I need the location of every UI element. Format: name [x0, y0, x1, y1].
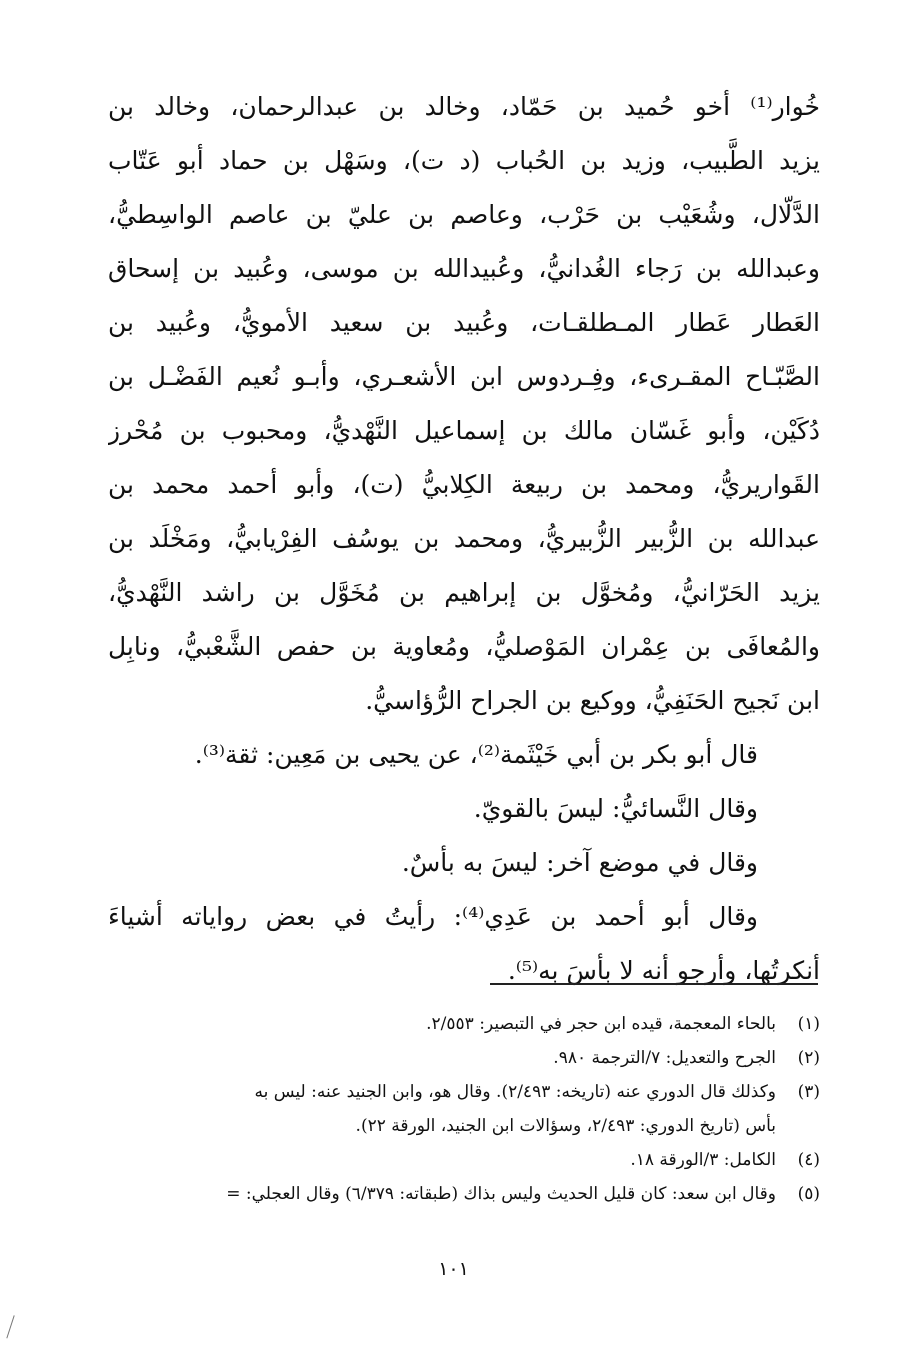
main-text — [108, 80, 820, 998]
text-line: دُكَيْن، وأبو غَسّان مالك بن إسماعيل النَّهْديُّ، ومحبوب بن مُحْرز — [108, 416, 820, 445]
text-line: ابن نَجيح الحَنَفِيُّ، ووكيع بن الجراح الرُّؤاسيُّ. — [365, 686, 820, 715]
footnote-number — [776, 1109, 820, 1143]
footnote — [108, 1041, 820, 1075]
footnote-text: الكامل: ٣/الورقة ١٨. — [630, 1150, 776, 1170]
footnote — [108, 1177, 820, 1211]
text-line: وعبدالله بن رَجاء الغُدانيُّ، وعُبيدالله بن موسى، وعُبيد بن إسحاق — [108, 254, 820, 283]
footnote-number: (١) — [797, 1014, 820, 1034]
text-line: وقال النَّسائيُّ: ليسَ بالقويّ. — [473, 794, 758, 823]
footnote — [108, 1007, 820, 1041]
footnote — [108, 1075, 820, 1109]
text-line: خُوار⁽¹⁾ أخو حُميد بن حَمّاد، وخالد بن عبدالرحمان، وخالد بن — [108, 92, 820, 121]
text-line: العَطار عَطار المـطلقـات، وعُبيد بن سعيد الأمويُّ، وعُبيد بن — [108, 308, 820, 337]
scan-edge-mark — [6, 1315, 15, 1338]
footnote-number: (٥) — [797, 1184, 820, 1204]
footnotes — [108, 1007, 820, 1211]
footnote — [108, 1143, 820, 1177]
text-line: الصَّبّـاح المقـرىء، وفِـردوس ابن الأشعـري، وأبـو نُعيم الفَضْـل بن — [108, 362, 820, 391]
footnote-text: وكذلك قال الدوري عنه (تاريخه: ٢/٤٩٣). وقال هو، وابن الجنيد عنه: ليس به — [254, 1082, 776, 1102]
text-line: عبدالله بن الزُّبير الزُّبيريُّ، ومحمد بن يوسُف الفِرْيابيُّ، ومَخْلَد بن — [108, 524, 820, 553]
text-line: والمُعافَى بن عِمْران المَوْصليُّ، ومُعاوية بن حفص الشَّعْبيُّ، ونابِل — [108, 632, 820, 661]
text-line: يزيد الطَّبيب، وزيد بن الحُباب (د ت)، وسَهْل بن حماد أبو عَتّاب — [108, 146, 820, 175]
text-line: أنكرتُها، وأرجو أنه لا بأسَ به⁽⁵⁾. — [507, 956, 820, 985]
text-line: قال أبو بكر بن أبي خَيْثَمة⁽²⁾، عن يحيى بن مَعِين: ثقة⁽³⁾. — [194, 740, 758, 769]
footnote-continuation — [108, 1109, 820, 1143]
text-line: الدَّلّال، وشُعَيْب بن حَرْب، وعاصم بن عليّ بن عاصم الواسِطيُّ، — [108, 200, 820, 229]
footnote-number: (٣) — [797, 1082, 820, 1102]
text-line: القَواريريُّ، ومحمد بن ربيعة الكِلابيُّ (ت)، وأبو أحمد محمد بن — [108, 470, 820, 499]
text-line: وقال أبو أحمد بن عَدِي⁽⁴⁾: رأيتُ في بعض رواياته أشياءَ — [108, 902, 759, 931]
footnote-text: وقال ابن سعد: كان قليل الحديث وليس بذاك (طبقاته: ٦/٣٧٩) وقال العجلي: = — [226, 1184, 776, 1204]
footnote-divider — [490, 983, 818, 985]
text-line: وقال في موضع آخر: ليسَ به بأسٌ. — [401, 848, 758, 877]
footnote-text: الجرح والتعديل: ٧/الترجمة ٩٨٠. — [553, 1048, 776, 1068]
footnote-text: بالحاء المعجمة، قيده ابن حجر في التبصير: ٢/٥٥٣. — [426, 1014, 776, 1034]
footnote-number: (٤) — [797, 1150, 820, 1170]
text-line: يزيد الحَرّانيُّ، ومُخوَّل بن إبراهيم بن مُخَوَّل بن راشد النَّهْديُّ، — [108, 578, 820, 607]
page-number: ١٠١ — [438, 1258, 469, 1280]
footnote-number: (٢) — [797, 1048, 820, 1068]
footnote-text: بأس (تاريخ الدوري: ٢/٤٩٣، وسؤالات ابن الجنيد، الورقة ٢٢). — [355, 1116, 776, 1136]
